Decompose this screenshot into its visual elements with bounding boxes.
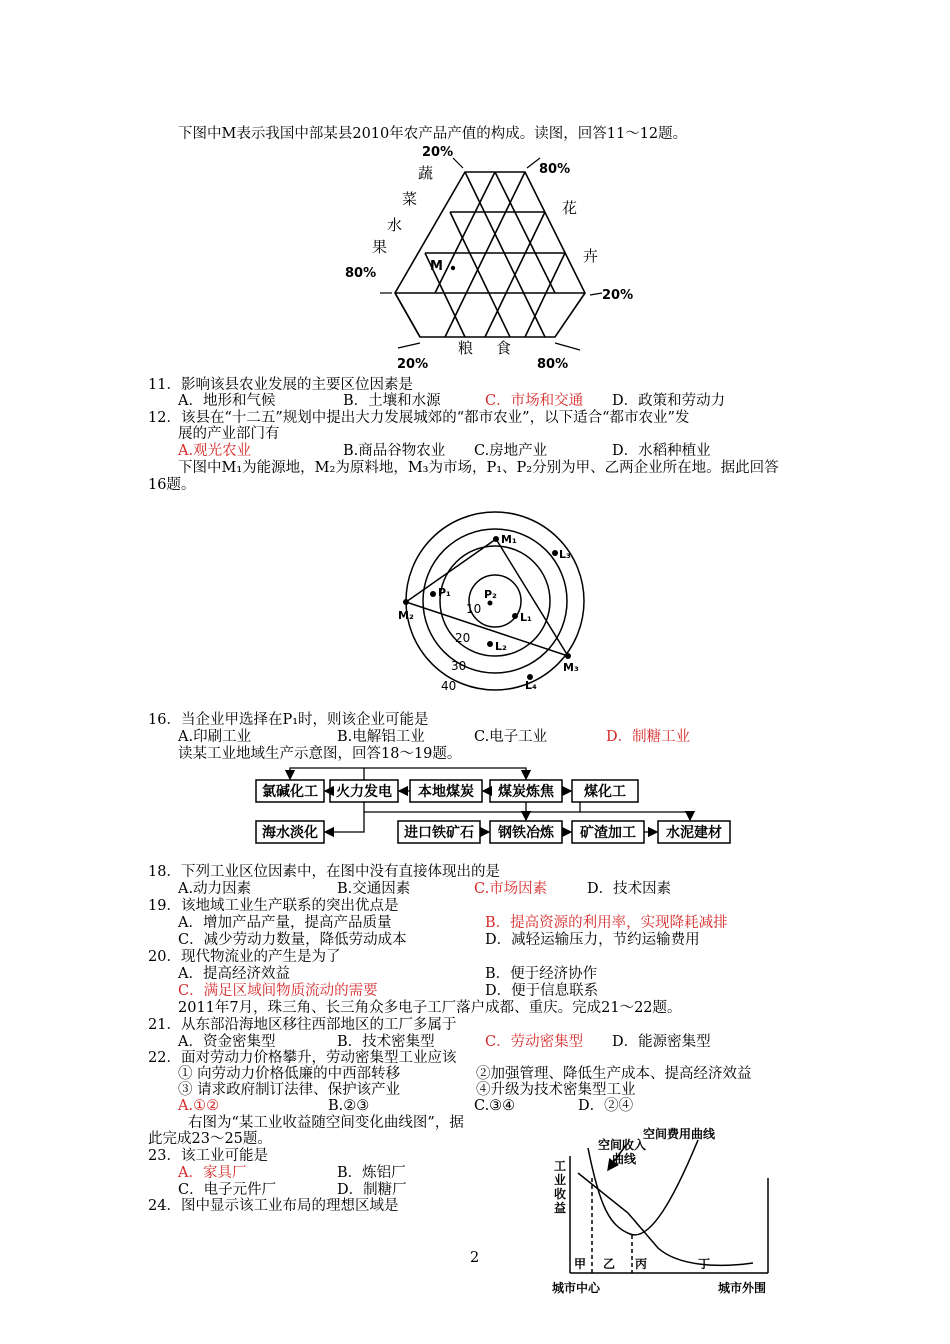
svg-text:业: 业 xyxy=(554,1173,567,1187)
svg-text:M₂: M₂ xyxy=(398,609,414,622)
concentric-circle-diagram xyxy=(380,505,620,705)
svg-text:L₁: L₁ xyxy=(520,611,532,624)
q22-option-d: D．②④ xyxy=(578,1098,634,1114)
point-p1 xyxy=(430,591,436,597)
zone-jia: 甲 xyxy=(574,1257,587,1271)
svg-text:曲线: 曲线 xyxy=(612,1152,637,1166)
q23-option-d: D．制糖厂 xyxy=(337,1182,407,1198)
q12-option-c: C.房地产业 xyxy=(474,443,548,459)
svg-text:10: 10 xyxy=(466,602,482,616)
point-m1 xyxy=(493,536,499,542)
svg-text:工: 工 xyxy=(554,1159,567,1173)
q18-stem: 18．下列工业区位因素中，在图中没有直接体现出的是 xyxy=(148,864,500,880)
svg-text:粮: 粮 xyxy=(458,339,474,357)
svg-text:水: 水 xyxy=(387,216,403,234)
intro-text-cont: 16题。 xyxy=(148,477,196,493)
q18-option-d: D．技术因素 xyxy=(587,881,672,897)
q18-option-c: C.市场因素 xyxy=(474,881,548,897)
q16-option-a: A.印刷工业 xyxy=(178,729,252,745)
q12-stem: 12．该县在“十二五”规划中提出大力发展城郊的“都市农业”，以下适合“都市农业”发 xyxy=(148,410,690,426)
box-cement: 水泥建材 xyxy=(666,825,722,841)
q24-stem: 24．图中显示该工业布局的理想区域是 xyxy=(148,1198,399,1214)
svg-text:益: 益 xyxy=(554,1201,567,1215)
q19-stem: 19．该地域工业生产联系的突出优点是 xyxy=(148,898,399,914)
box-thermal-power: 火力发电 xyxy=(336,784,392,800)
box-coal-chemical: 煤化工 xyxy=(584,784,626,800)
intro-text: 2011年7月，珠三角、长三角众多电子工厂落户成都、重庆。完成21～22题。 xyxy=(178,1000,682,1016)
q22-statement-2: ②加强管理、降低生产成本、提高经济效益 xyxy=(476,1066,752,1082)
zone-bing: 丙 xyxy=(635,1257,648,1271)
svg-text:菜: 菜 xyxy=(402,190,418,208)
hexagon-triangle-diagram xyxy=(340,140,650,372)
q16-option-d: D．制糖工业 xyxy=(606,729,691,745)
cost-curve-label: 空间费用曲线 xyxy=(643,1127,716,1141)
q20-stem: 20．现代物流业的产生是为了 xyxy=(148,949,341,965)
box-desalination: 海水淡化 xyxy=(262,825,318,841)
q22-statement-4: ④升级为技术密集型工业 xyxy=(476,1082,636,1098)
box-chlor-alkali: 氯碱化工 xyxy=(262,784,318,800)
zone-yi: 乙 xyxy=(603,1257,616,1271)
q12-option-d: D．水稻种植业 xyxy=(612,443,711,459)
point-l2 xyxy=(487,641,493,647)
box-coking: 煤炭炼焦 xyxy=(498,784,554,800)
hexagon-grid xyxy=(395,172,585,337)
q11-option-d: D．政策和劳动力 xyxy=(612,393,726,409)
svg-text:收: 收 xyxy=(554,1187,567,1201)
intro-text-cont: 此完成23～25题。 xyxy=(148,1131,272,1147)
svg-text:20: 20 xyxy=(455,631,471,645)
q20-option-d: D．便于信息联系 xyxy=(485,983,599,999)
q22-option-c: C.③④ xyxy=(474,1098,516,1114)
q18-option-a: A.动力因素 xyxy=(178,881,252,897)
svg-text:P₁: P₁ xyxy=(438,586,451,599)
q21-stem: 21．从东部沿海地区移往西部地区的工厂多属于 xyxy=(148,1017,457,1033)
point-m xyxy=(451,266,455,270)
q23-option-b: B．炼铝厂 xyxy=(337,1165,406,1181)
svg-text:L₄: L₄ xyxy=(525,679,537,692)
q12-option-b: B.商品谷物农业 xyxy=(343,443,446,459)
svg-text:食: 食 xyxy=(496,339,512,357)
q20-option-b: B．便于经济协作 xyxy=(485,966,598,982)
q23-option-c: C．电子元件厂 xyxy=(178,1182,277,1198)
revenue-curve-diagram xyxy=(548,1118,788,1314)
q21-option-b: B．技术密集型 xyxy=(337,1034,435,1050)
q11-option-b: B．土壤和水源 xyxy=(343,393,441,409)
q21-option-d: D．能源密集型 xyxy=(612,1034,711,1050)
svg-text:花: 花 xyxy=(562,199,578,217)
box-local-coal: 本地煤炭 xyxy=(418,784,474,800)
x-label-right: 城市外围 xyxy=(718,1281,767,1295)
q11-option-c: C．市场和交通 xyxy=(485,393,584,409)
svg-text:M₃: M₃ xyxy=(563,661,579,674)
zone-ding: 丁 xyxy=(698,1257,711,1271)
intro-text: 读某工业地域生产示意图，回答18～19题。 xyxy=(178,746,462,762)
point-l1 xyxy=(512,613,518,619)
q11-stem: 11．影响该县农业发展的主要区位因素是 xyxy=(148,377,413,393)
svg-text:30: 30 xyxy=(451,659,467,673)
box-slag: 矿渣加工 xyxy=(580,825,636,841)
svg-text:40: 40 xyxy=(441,679,457,693)
svg-text:20%: 20% xyxy=(422,145,454,160)
q16-option-b: B.电解铝工业 xyxy=(337,729,425,745)
point-l3 xyxy=(552,550,558,556)
svg-text:P₂: P₂ xyxy=(484,588,497,601)
svg-text:M₁: M₁ xyxy=(501,533,517,546)
svg-text:20%: 20% xyxy=(602,288,634,303)
svg-text:蔬: 蔬 xyxy=(418,164,434,182)
q19-option-c: C．减少劳动力数量，降低劳动成本 xyxy=(178,932,407,948)
point-m2 xyxy=(403,599,409,605)
q12-stem-cont: 展的产业部门有 xyxy=(178,426,280,442)
point-m3 xyxy=(565,653,571,659)
intro-text: 下图中M表示我国中部某县2010年农产品产值的构成。读图，回答11～12题。 xyxy=(178,126,688,142)
point-p2 xyxy=(488,601,493,606)
q19-option-a: A．增加产品产量，提高产品质量 xyxy=(178,915,392,931)
svg-text:L₂: L₂ xyxy=(495,640,507,653)
q22-statement-3: ③ 请求政府制订法律、保护该产业 xyxy=(178,1082,401,1098)
intro-text: 右图为“某工业收益随空间变化曲线图”，据 xyxy=(188,1115,464,1131)
page-number: 2 xyxy=(470,1250,480,1266)
svg-text:80%: 80% xyxy=(345,266,377,281)
intro-text: 下图中M₁为能源地，M₂为原料地，M₃为市场，P₁、P₂分别为甲、乙两企业所在地。据此回答 xyxy=(178,460,779,476)
revenue-curve-label: 空间收入 xyxy=(598,1138,647,1152)
svg-text:果: 果 xyxy=(372,238,388,256)
svg-text:80%: 80% xyxy=(537,357,569,372)
q20-option-a: A．提高经济效益 xyxy=(178,966,290,982)
q16-stem: 16．当企业甲选择在P₁时，则该企业可能是 xyxy=(148,712,429,728)
q12-option-a: A.观光农业 xyxy=(178,443,252,459)
q22-option-a: A.①② xyxy=(178,1098,220,1114)
point-m-label: M xyxy=(430,259,443,274)
industrial-flow-diagram xyxy=(250,762,740,852)
svg-text:卉: 卉 xyxy=(583,247,599,265)
svg-text:L₃: L₃ xyxy=(559,548,571,561)
q23-option-a: A．家具厂 xyxy=(178,1165,247,1181)
q19-option-d: D．减轻运输压力，节约运输费用 xyxy=(485,932,700,948)
q22-statement-1: ① 向劳动力价格低廉的中西部转移 xyxy=(178,1066,401,1082)
box-imported-ore: 进口铁矿石 xyxy=(404,825,474,841)
q23-stem: 23．该工业可能是 xyxy=(148,1148,268,1164)
q16-option-c: C.电子工业 xyxy=(474,729,548,745)
x-label-left: 城市中心 xyxy=(552,1281,601,1295)
q19-option-b: B．提高资源的利用率，实现降耗减排 xyxy=(485,915,728,931)
q11-option-a: A．地形和气候 xyxy=(178,393,276,409)
q20-option-c: C．满足区域间物质流动的需要 xyxy=(178,983,378,999)
q21-option-c: C．劳动密集型 xyxy=(485,1034,584,1050)
box-steel: 钢铁冶炼 xyxy=(498,825,554,841)
svg-text:20%: 20% xyxy=(397,357,429,372)
svg-text:80%: 80% xyxy=(539,162,571,177)
q18-option-b: B.交通因素 xyxy=(337,881,411,897)
q22-stem: 22．面对劳动力价格攀升，劳动密集型工业应该 xyxy=(148,1050,457,1066)
q22-option-b: B.②③ xyxy=(328,1098,370,1114)
q21-option-a: A．资金密集型 xyxy=(178,1034,276,1050)
